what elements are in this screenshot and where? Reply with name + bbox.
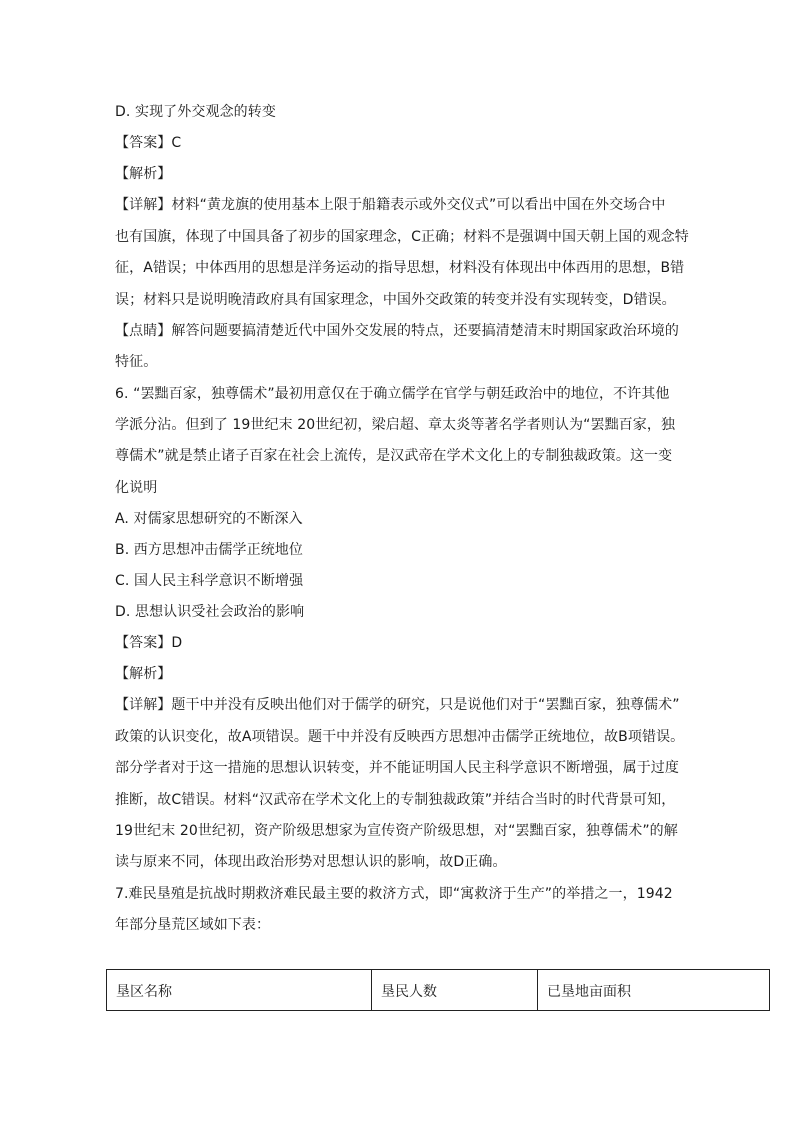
- explanation-line: 【详解】题干中并没有反映出他们对于儒学的研究，只是说他们对于“罢黜百家，独尊儒术”: [115, 697, 680, 713]
- analysis-heading-q5: 【解析】: [115, 166, 172, 182]
- explanation-line: 部分学者对于这一措施的思想认识转变，并不能证明国人民主科学意识不断增强，属于过度: [115, 760, 679, 776]
- explanation-line: 推断，故C错误。材料“汉武帝在学术文化上的专制独裁政策”并结合当时的时代背景可知，: [115, 792, 676, 808]
- explanation-line: 也有国旗，体现了中国具备了初步的国家理念，C正确；材料不是强调中国天朝上国的观念特: [115, 229, 689, 245]
- explanation-line: 政策的认识变化，故A项错误。题干中并没有反映西方思想冲击儒学正统地位，故B项错误。: [115, 729, 685, 745]
- reclamation-table: [106, 969, 770, 1011]
- question-6-stem: 6. “罢黜百家，独尊儒术”最初用意仅在于确立儒学在官学与朝廷政治中的地位，不许其他: [115, 386, 670, 402]
- option-d-q6: D. 思想认识受社会政治的影响: [115, 604, 305, 620]
- explanation-line: 【详解】材料“黄龙旗的使用基本上限于船籍表示或外交仪式”可以看出中国在外交场合中: [115, 197, 666, 213]
- explanation-line: 19世纪末 20世纪初，资产阶级思想家为宣传资产阶级思想，对“罢黜百家，独尊儒术”的解: [115, 823, 678, 839]
- table-header-area-name: 垦区名称: [107, 970, 372, 1010]
- tip-line: 【点睛】解答问题要搞清楚近代中国外交发展的特点，还要搞清楚清末时期国家政治环境的: [115, 323, 679, 339]
- explanation-line: 读与原来不同，体现出政治形势对思想认识的影响，故D正确。: [115, 854, 507, 870]
- option-d-q5: D. 实现了外交观念的转变: [115, 104, 276, 120]
- option-b-q6: B. 西方思想冲击儒学正统地位: [115, 542, 304, 558]
- option-c-q6: C. 国人民主科学意识不断增强: [115, 573, 304, 589]
- tip-line: 特征。: [115, 354, 158, 370]
- analysis-heading-q6: 【解析】: [115, 666, 172, 682]
- explanation-line: 征，A错误；中体西用的思想是洋务运动的指导思想，材料没有体现出中体西用的思想，B错: [115, 260, 685, 276]
- table-header-cultivated-area: 已垦地亩面积: [547, 984, 631, 1000]
- answer-q5: 【答案】C: [115, 135, 182, 151]
- question-7-stem: 年部分垦荒区域如下表：: [115, 917, 271, 933]
- question-6-stem: 尊儒术”就是禁止诸子百家在社会上流传，是汉武帝在学术文化上的专制独裁政策。这一变: [115, 448, 673, 464]
- question-7-stem: 7.难民垦殖是抗战时期救济难民最主要的救济方式，即“寓救济于生产”的举措之一，1942: [115, 886, 673, 902]
- explanation-line: 误；材料只是说明晚清政府具有国家理念，中国外交政策的转变并没有实现转变，D错误。: [115, 292, 676, 308]
- answer-q6: 【答案】D: [115, 635, 183, 651]
- question-6-stem: 化说明: [115, 480, 158, 496]
- question-6-stem: 学派分沾。但到了 19世纪末 20世纪初，梁启超、章太炎等著名学者则认为“罢黜百家，独: [115, 417, 676, 433]
- table-header-settler-count: 垦民人数: [372, 970, 538, 1010]
- option-a-q6: A. 对儒家思想研究的不断深入: [115, 511, 303, 527]
